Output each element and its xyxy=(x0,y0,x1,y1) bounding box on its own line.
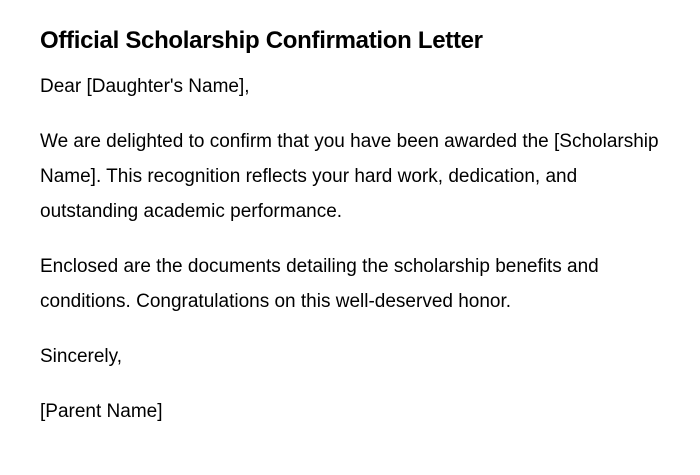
letter-title: Official Scholarship Confirmation Letter xyxy=(40,27,483,54)
letter-greeting: Dear [Daughter's Name], xyxy=(40,76,250,97)
letter-paragraph: We are delighted to confirm that you have been awarded the [Scholarship Name]. This recognition reflects your hard work, dedication, and outstanding academic performance. xyxy=(40,131,659,222)
letter-paragraph: Enclosed are the documents detailing the scholarship benefits and conditions. Congratulations on this well-deserved honor. xyxy=(40,256,599,312)
letter-closing: Sincerely, xyxy=(40,346,123,367)
letter-signature: [Parent Name] xyxy=(40,401,163,422)
